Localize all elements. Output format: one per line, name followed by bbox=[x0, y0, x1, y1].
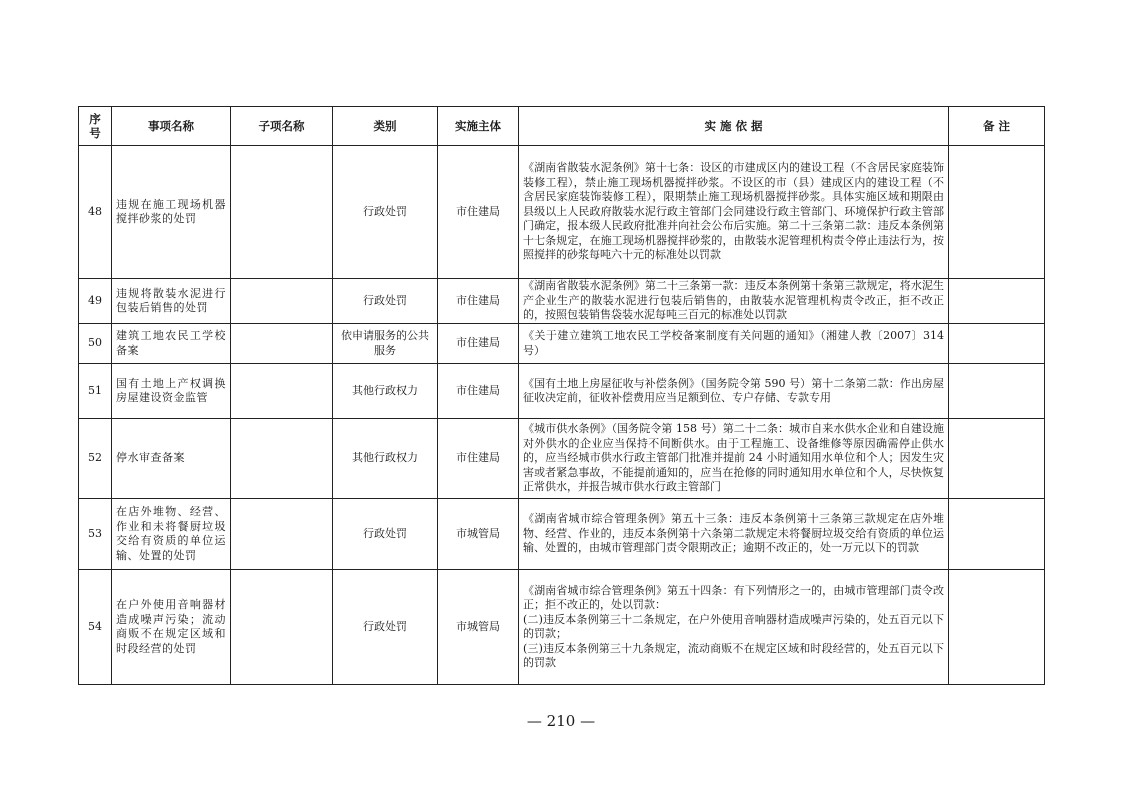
table-row bbox=[79, 364, 1045, 419]
row-sub-item bbox=[231, 279, 333, 324]
authority-list-table bbox=[78, 106, 1045, 685]
table-row bbox=[79, 570, 1045, 685]
row-agency: 市住建局 bbox=[438, 146, 519, 279]
row-sub-item bbox=[231, 419, 333, 499]
row-basis: 《国有土地上房屋征收与补偿条例》（国务院令第 590 号）第十二条第二款：作出房屋征收决定前，征收补偿费用应当足额到位、专户存储、专款专用 bbox=[519, 364, 949, 419]
row-seq: 50 bbox=[79, 324, 112, 364]
basis-line: 《湖南省城市综合管理条例》第五十四条：有下列情形之一的，由城市管理部门责令改正；拒不改正的，处以罚款： bbox=[523, 583, 944, 611]
page-number: — 210 — bbox=[526, 712, 596, 730]
basis-line: (三)违反本条例第三十九条规定，流动商贩不在规定区域和时段经营的，处五百元以下的罚款 bbox=[523, 641, 944, 669]
row-category: 其他行政权力 bbox=[333, 364, 438, 419]
row-agency: 市住建局 bbox=[438, 364, 519, 419]
basis-line: (二)违反本条例第三十二条规定，在户外使用音响器材造成噪声污染的，处五百元以下的罚款； bbox=[523, 612, 944, 640]
row-remarks bbox=[949, 279, 1045, 324]
row-agency: 市城管局 bbox=[438, 570, 519, 685]
header-seq-label: 序号 bbox=[89, 112, 101, 140]
row-basis: 《湖南省城市综合管理条例》第五十三条：违反本条例第十三条第三款规定在店外堆物、经营、作业的，违反本条例第十六条第二款规定未将餐厨垃圾交给有资质的单位运输、处置的，由城市管理部门责令限期改正；逾期不改正的，处一万元以下的罚款 bbox=[519, 499, 949, 570]
row-agency: 市住建局 bbox=[438, 324, 519, 364]
row-remarks bbox=[949, 324, 1045, 364]
header-sub-item: 子项名称 bbox=[231, 107, 333, 146]
row-category: 行政处罚 bbox=[333, 570, 438, 685]
row-basis: 《关于建立建筑工地农民工学校备案制度有关问题的通知》（湘建人教〔2007〕314 号） bbox=[519, 324, 949, 364]
row-item-name: 在户外使用音响器材造成噪声污染；流动商贩不在规定区域和时段经营的处罚 bbox=[112, 570, 231, 685]
row-remarks bbox=[949, 499, 1045, 570]
row-category: 其他行政权力 bbox=[333, 419, 438, 499]
header-basis: 实 施 依 据 bbox=[519, 107, 949, 146]
row-remarks bbox=[949, 364, 1045, 419]
row-sub-item bbox=[231, 364, 333, 419]
row-category: 行政处罚 bbox=[333, 499, 438, 570]
row-remarks bbox=[949, 419, 1045, 499]
row-seq: 53 bbox=[79, 499, 112, 570]
row-basis: 《湖南省散装水泥条例》第十七条：设区的市建成区内的建设工程（不含居民家庭装饰装修工程），禁止施工现场机器搅拌砂浆。不设区的市（县）建成区内的建设工程（不含居民家庭装饰装修工程），限期禁止施工现场机器搅拌砂浆。具体实施区域和期限由县级以上人民政府散装水泥行政主管部门会同建设行政主管部门、环境保护行政主管部门确定，报本级人民政府批准并向社会公布后实施。第二十三条第二款：违反本条例第十七条规定，在施工现场机器搅拌砂浆的，由散装水泥管理机构责令停止违法行为，按照搅拌的砂浆每吨六十元的标准处以罚款 bbox=[519, 146, 949, 279]
row-seq: 48 bbox=[79, 146, 112, 279]
row-item-name: 建筑工地农民工学校备案 bbox=[112, 324, 231, 364]
row-item-name: 违规在施工现场机器搅拌砂浆的处罚 bbox=[112, 146, 231, 279]
row-basis: 《湖南省散装水泥条例》第二十三条第一款：违反本条例第十条第三款规定，将水泥生产企业生产的散装水泥进行包装后销售的，由散装水泥管理机构责令改正，拒不改正的，按照包装销售袋装水泥每吨三百元的标准处以罚款 bbox=[519, 279, 949, 324]
row-item-name: 国有土地上产权调换房屋建设资金监管 bbox=[112, 364, 231, 419]
table-row bbox=[79, 324, 1045, 364]
table-row bbox=[79, 279, 1045, 324]
row-basis bbox=[519, 570, 949, 685]
row-sub-item bbox=[231, 570, 333, 685]
header-item-name: 事项名称 bbox=[112, 107, 231, 146]
row-category: 依申请服务的公共服务 bbox=[333, 324, 438, 364]
row-agency: 市住建局 bbox=[438, 419, 519, 499]
row-basis: 《城市供水条例》（国务院令第 158 号）第二十二条：城市自来水供水企业和自建设施对外供水的企业应当保持不间断供水。由于工程施工、设备维修等原因确需停止供水的，应当经城市供水行政主管部门批准并提前 24 小时通知用水单位和个人；因发生灾害或者紧急事故，不能提前通知的，应当在抢修的同时通知用水单位和个人，尽快恢复正常供水，并报告城市供水行政主管部门 bbox=[519, 419, 949, 499]
row-sub-item bbox=[231, 499, 333, 570]
table-row bbox=[79, 499, 1045, 570]
table-row bbox=[79, 419, 1045, 499]
header-category: 类别 bbox=[333, 107, 438, 146]
row-remarks bbox=[949, 570, 1045, 685]
header-seq bbox=[79, 107, 112, 146]
row-item-name: 在店外堆物、经营、作业和未将餐厨垃圾交给有资质的单位运输、处置的处罚 bbox=[112, 499, 231, 570]
table-row bbox=[79, 146, 1045, 279]
row-seq: 49 bbox=[79, 279, 112, 324]
row-agency: 市城管局 bbox=[438, 499, 519, 570]
row-category: 行政处罚 bbox=[333, 279, 438, 324]
row-sub-item bbox=[231, 146, 333, 279]
row-agency: 市住建局 bbox=[438, 279, 519, 324]
row-sub-item bbox=[231, 324, 333, 364]
table-header-row bbox=[79, 107, 1045, 146]
row-category: 行政处罚 bbox=[333, 146, 438, 279]
row-remarks bbox=[949, 146, 1045, 279]
row-item-name: 违规将散装水泥进行包装后销售的处罚 bbox=[112, 279, 231, 324]
row-seq: 54 bbox=[79, 570, 112, 685]
header-remarks: 备 注 bbox=[949, 107, 1045, 146]
row-seq: 51 bbox=[79, 364, 112, 419]
row-seq: 52 bbox=[79, 419, 112, 499]
header-agency: 实施主体 bbox=[438, 107, 519, 146]
row-item-name: 停水审查备案 bbox=[112, 419, 231, 499]
